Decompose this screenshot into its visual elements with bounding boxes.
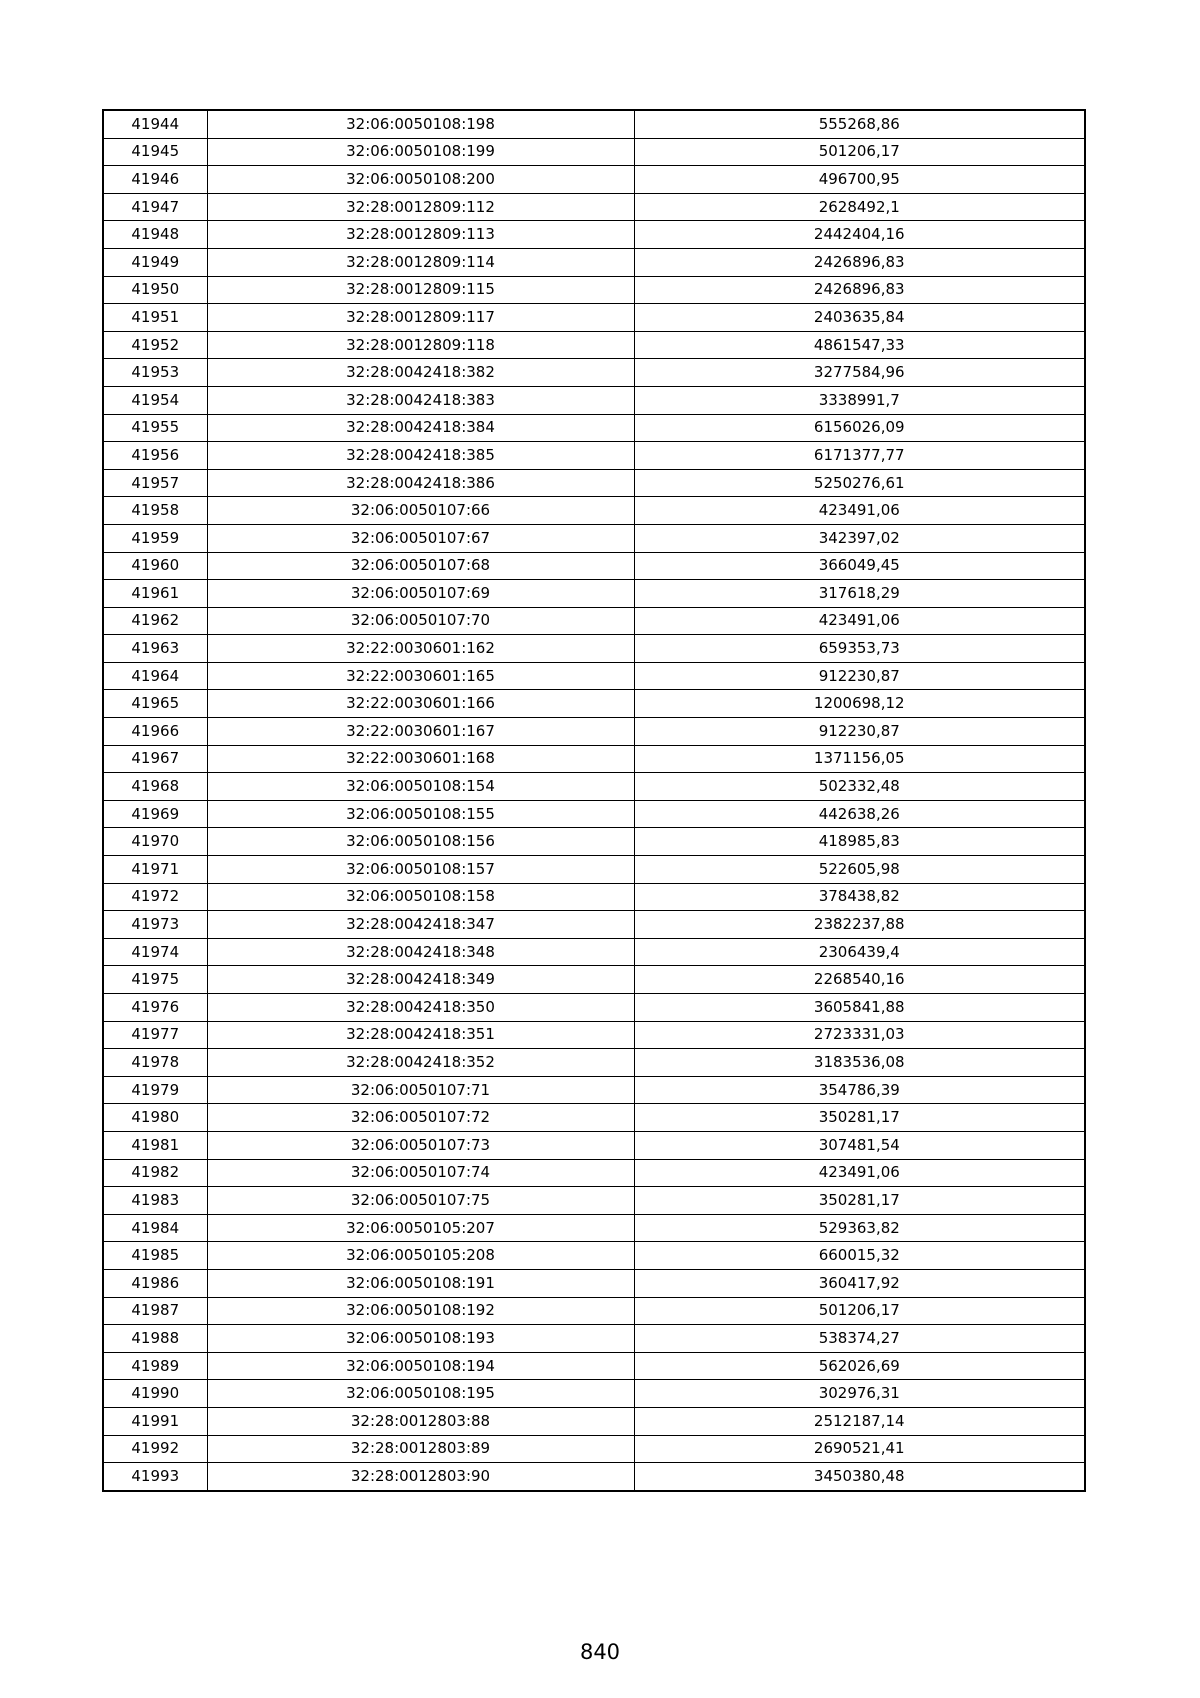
row-number-cell: 41972 [103, 883, 207, 911]
table-row [103, 552, 1085, 580]
table-row [103, 1049, 1085, 1077]
row-number-cell: 41968 [103, 773, 207, 801]
cadastral-number-cell: 32:06:0050107:70 [207, 607, 634, 635]
value-cell: 302976,31 [634, 1380, 1085, 1408]
cadastral-number-cell: 32:06:0050107:69 [207, 580, 634, 608]
table-row [103, 1131, 1085, 1159]
registry-table [102, 109, 1086, 1492]
table-row [103, 248, 1085, 276]
cadastral-number-cell: 32:06:0050107:72 [207, 1104, 634, 1132]
value-cell: 659353,73 [634, 635, 1085, 663]
cadastral-number-cell: 32:06:0050108:156 [207, 828, 634, 856]
cadastral-number-cell: 32:28:0042418:383 [207, 386, 634, 414]
value-cell: 6156026,09 [634, 414, 1085, 442]
row-number-cell: 41990 [103, 1380, 207, 1408]
value-cell: 2690521,41 [634, 1435, 1085, 1463]
table-row [103, 1380, 1085, 1408]
cadastral-number-cell: 32:06:0050107:66 [207, 497, 634, 525]
value-cell: 423491,06 [634, 607, 1085, 635]
row-number-cell: 41945 [103, 138, 207, 166]
value-cell: 350281,17 [634, 1104, 1085, 1132]
value-cell: 555268,86 [634, 110, 1085, 138]
table-row [103, 1407, 1085, 1435]
row-number-cell: 41980 [103, 1104, 207, 1132]
page-number: 840 [579, 1640, 621, 1664]
value-cell: 2382237,88 [634, 911, 1085, 939]
table-row [103, 1187, 1085, 1215]
value-cell: 1371156,05 [634, 745, 1085, 773]
table-row [103, 994, 1085, 1022]
row-number-cell: 41978 [103, 1049, 207, 1077]
table-row [103, 635, 1085, 663]
row-number-cell: 41961 [103, 580, 207, 608]
row-number-cell: 41954 [103, 386, 207, 414]
cadastral-number-cell: 32:22:0030601:166 [207, 690, 634, 718]
value-cell: 423491,06 [634, 497, 1085, 525]
table-row [103, 1269, 1085, 1297]
table-body [103, 110, 1085, 1491]
cadastral-number-cell: 32:28:0012809:117 [207, 304, 634, 332]
value-cell: 2426896,83 [634, 248, 1085, 276]
table-row [103, 359, 1085, 387]
value-cell: 2268540,16 [634, 966, 1085, 994]
table-row [103, 800, 1085, 828]
table-row [103, 662, 1085, 690]
value-cell: 4861547,33 [634, 331, 1085, 359]
value-cell: 342397,02 [634, 524, 1085, 552]
table-row [103, 745, 1085, 773]
table-row [103, 442, 1085, 470]
table-row [103, 331, 1085, 359]
row-number-cell: 41951 [103, 304, 207, 332]
cadastral-number-cell: 32:28:0042418:348 [207, 938, 634, 966]
cadastral-number-cell: 32:28:0042418:350 [207, 994, 634, 1022]
cadastral-number-cell: 32:06:0050108:157 [207, 856, 634, 884]
table-row [103, 386, 1085, 414]
table-row [103, 1076, 1085, 1104]
row-number-cell: 41947 [103, 193, 207, 221]
cadastral-number-cell: 32:28:0012809:112 [207, 193, 634, 221]
row-number-cell: 41987 [103, 1297, 207, 1325]
cadastral-number-cell: 32:28:0042418:385 [207, 442, 634, 470]
table-row [103, 497, 1085, 525]
cadastral-number-cell: 32:06:0050107:73 [207, 1131, 634, 1159]
value-cell: 2628492,1 [634, 193, 1085, 221]
row-number-cell: 41973 [103, 911, 207, 939]
cadastral-number-cell: 32:06:0050108:192 [207, 1297, 634, 1325]
row-number-cell: 41949 [103, 248, 207, 276]
table-row [103, 856, 1085, 884]
value-cell: 442638,26 [634, 800, 1085, 828]
table-row [103, 1325, 1085, 1353]
cadastral-number-cell: 32:06:0050108:195 [207, 1380, 634, 1408]
table-row [103, 138, 1085, 166]
row-number-cell: 41962 [103, 607, 207, 635]
value-cell: 423491,06 [634, 1159, 1085, 1187]
value-cell: 1200698,12 [634, 690, 1085, 718]
row-number-cell: 41981 [103, 1131, 207, 1159]
table-row [103, 221, 1085, 249]
table-row [103, 469, 1085, 497]
row-number-cell: 41950 [103, 276, 207, 304]
value-cell: 3450380,48 [634, 1463, 1085, 1491]
value-cell: 6171377,77 [634, 442, 1085, 470]
cadastral-number-cell: 32:28:0012809:115 [207, 276, 634, 304]
cadastral-number-cell: 32:28:0042418:386 [207, 469, 634, 497]
value-cell: 2426896,83 [634, 276, 1085, 304]
value-cell: 2442404,16 [634, 221, 1085, 249]
cadastral-number-cell: 32:28:0012803:88 [207, 1407, 634, 1435]
row-number-cell: 41988 [103, 1325, 207, 1353]
cadastral-number-cell: 32:22:0030601:167 [207, 718, 634, 746]
value-cell: 5250276,61 [634, 469, 1085, 497]
cadastral-number-cell: 32:06:0050107:74 [207, 1159, 634, 1187]
cadastral-number-cell: 32:06:0050108:194 [207, 1352, 634, 1380]
value-cell: 2723331,03 [634, 1021, 1085, 1049]
table-row [103, 580, 1085, 608]
row-number-cell: 41955 [103, 414, 207, 442]
row-number-cell: 41969 [103, 800, 207, 828]
row-number-cell: 41946 [103, 166, 207, 194]
cadastral-number-cell: 32:06:0050108:198 [207, 110, 634, 138]
row-number-cell: 41965 [103, 690, 207, 718]
row-number-cell: 41966 [103, 718, 207, 746]
row-number-cell: 41977 [103, 1021, 207, 1049]
cadastral-number-cell: 32:28:0042418:347 [207, 911, 634, 939]
cadastral-number-cell: 32:06:0050108:155 [207, 800, 634, 828]
value-cell: 307481,54 [634, 1131, 1085, 1159]
cadastral-number-cell: 32:06:0050108:199 [207, 138, 634, 166]
value-cell: 2403635,84 [634, 304, 1085, 332]
table-row [103, 911, 1085, 939]
row-number-cell: 41963 [103, 635, 207, 663]
table-row [103, 883, 1085, 911]
row-number-cell: 41979 [103, 1076, 207, 1104]
value-cell: 912230,87 [634, 718, 1085, 746]
cadastral-number-cell: 32:06:0050108:193 [207, 1325, 634, 1353]
value-cell: 354786,39 [634, 1076, 1085, 1104]
table-row [103, 166, 1085, 194]
row-number-cell: 41976 [103, 994, 207, 1022]
cadastral-number-cell: 32:22:0030601:168 [207, 745, 634, 773]
table-row [103, 1463, 1085, 1491]
value-cell: 3277584,96 [634, 359, 1085, 387]
value-cell: 529363,82 [634, 1214, 1085, 1242]
value-cell: 538374,27 [634, 1325, 1085, 1353]
value-cell: 912230,87 [634, 662, 1085, 690]
table-row [103, 524, 1085, 552]
table-row [103, 1352, 1085, 1380]
table-row [103, 773, 1085, 801]
row-number-cell: 41993 [103, 1463, 207, 1491]
cadastral-number-cell: 32:06:0050107:67 [207, 524, 634, 552]
cadastral-number-cell: 32:22:0030601:162 [207, 635, 634, 663]
table-row [103, 690, 1085, 718]
cadastral-number-cell: 32:06:0050107:75 [207, 1187, 634, 1215]
row-number-cell: 41964 [103, 662, 207, 690]
cadastral-number-cell: 32:28:0012803:89 [207, 1435, 634, 1463]
value-cell: 3183536,08 [634, 1049, 1085, 1077]
value-cell: 317618,29 [634, 580, 1085, 608]
value-cell: 502332,48 [634, 773, 1085, 801]
value-cell: 2306439,4 [634, 938, 1085, 966]
row-number-cell: 41959 [103, 524, 207, 552]
value-cell: 522605,98 [634, 856, 1085, 884]
row-number-cell: 41983 [103, 1187, 207, 1215]
cadastral-number-cell: 32:28:0042418:382 [207, 359, 634, 387]
cadastral-number-cell: 32:06:0050108:191 [207, 1269, 634, 1297]
value-cell: 501206,17 [634, 138, 1085, 166]
cadastral-number-cell: 32:28:0042418:384 [207, 414, 634, 442]
table-row [103, 718, 1085, 746]
row-number-cell: 41971 [103, 856, 207, 884]
row-number-cell: 41992 [103, 1435, 207, 1463]
value-cell: 366049,45 [634, 552, 1085, 580]
cadastral-number-cell: 32:28:0012809:114 [207, 248, 634, 276]
value-cell: 350281,17 [634, 1187, 1085, 1215]
cadastral-number-cell: 32:28:0012803:90 [207, 1463, 634, 1491]
cadastral-number-cell: 32:06:0050108:154 [207, 773, 634, 801]
row-number-cell: 41984 [103, 1214, 207, 1242]
row-number-cell: 41956 [103, 442, 207, 470]
value-cell: 2512187,14 [634, 1407, 1085, 1435]
table-row [103, 938, 1085, 966]
table-row [103, 607, 1085, 635]
row-number-cell: 41953 [103, 359, 207, 387]
table-row [103, 1021, 1085, 1049]
cadastral-number-cell: 32:06:0050107:71 [207, 1076, 634, 1104]
value-cell: 3605841,88 [634, 994, 1085, 1022]
value-cell: 660015,32 [634, 1242, 1085, 1270]
table-row [103, 966, 1085, 994]
cadastral-number-cell: 32:06:0050108:200 [207, 166, 634, 194]
row-number-cell: 41986 [103, 1269, 207, 1297]
cadastral-number-cell: 32:06:0050107:68 [207, 552, 634, 580]
table-row [103, 414, 1085, 442]
row-number-cell: 41957 [103, 469, 207, 497]
row-number-cell: 41974 [103, 938, 207, 966]
row-number-cell: 41975 [103, 966, 207, 994]
row-number-cell: 41991 [103, 1407, 207, 1435]
cadastral-number-cell: 32:06:0050105:207 [207, 1214, 634, 1242]
table-row [103, 193, 1085, 221]
table-row [103, 304, 1085, 332]
cadastral-number-cell: 32:28:0042418:352 [207, 1049, 634, 1077]
row-number-cell: 41952 [103, 331, 207, 359]
row-number-cell: 41982 [103, 1159, 207, 1187]
table-row [103, 276, 1085, 304]
table-row [103, 1435, 1085, 1463]
value-cell: 418985,83 [634, 828, 1085, 856]
table-row [103, 1104, 1085, 1132]
cadastral-number-cell: 32:28:0012809:113 [207, 221, 634, 249]
row-number-cell: 41958 [103, 497, 207, 525]
value-cell: 360417,92 [634, 1269, 1085, 1297]
cadastral-number-cell: 32:28:0042418:351 [207, 1021, 634, 1049]
value-cell: 3338991,7 [634, 386, 1085, 414]
value-cell: 562026,69 [634, 1352, 1085, 1380]
cadastral-number-cell: 32:28:0012809:118 [207, 331, 634, 359]
table-row [103, 828, 1085, 856]
value-cell: 378438,82 [634, 883, 1085, 911]
cadastral-number-cell: 32:22:0030601:165 [207, 662, 634, 690]
cadastral-number-cell: 32:28:0042418:349 [207, 966, 634, 994]
table-row [103, 1242, 1085, 1270]
table-row [103, 1214, 1085, 1242]
table-row [103, 1159, 1085, 1187]
cadastral-number-cell: 32:06:0050105:208 [207, 1242, 634, 1270]
row-number-cell: 41944 [103, 110, 207, 138]
table-row [103, 110, 1085, 138]
row-number-cell: 41989 [103, 1352, 207, 1380]
row-number-cell: 41967 [103, 745, 207, 773]
cadastral-number-cell: 32:06:0050108:158 [207, 883, 634, 911]
row-number-cell: 41970 [103, 828, 207, 856]
row-number-cell: 41960 [103, 552, 207, 580]
value-cell: 496700,95 [634, 166, 1085, 194]
row-number-cell: 41948 [103, 221, 207, 249]
table-row [103, 1297, 1085, 1325]
value-cell: 501206,17 [634, 1297, 1085, 1325]
row-number-cell: 41985 [103, 1242, 207, 1270]
